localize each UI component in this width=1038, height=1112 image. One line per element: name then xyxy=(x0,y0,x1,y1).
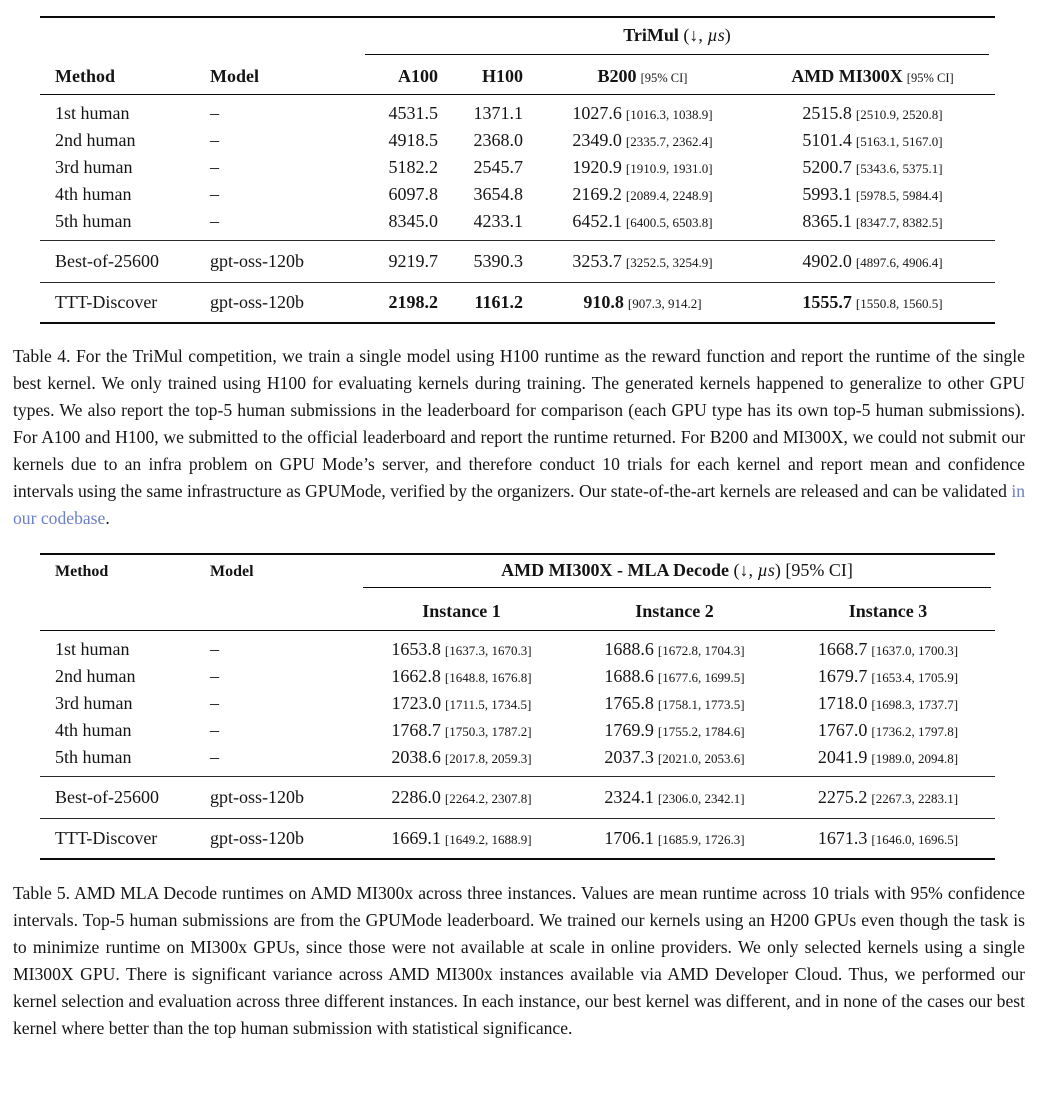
ci: [2021.0, 2053.6] xyxy=(657,751,745,766)
mi300x-header xyxy=(750,55,995,99)
instance1-header: Instance 1 xyxy=(422,601,501,621)
instance3-cell xyxy=(781,744,995,772)
a100-header: A100 xyxy=(398,66,438,86)
group-header-row xyxy=(40,555,995,588)
instance3-cell xyxy=(781,663,995,691)
b200-cell xyxy=(535,100,750,128)
value: 1769.9 xyxy=(604,720,654,740)
table-row xyxy=(40,663,995,690)
instance2-cell xyxy=(568,690,781,718)
a100-cell: 5182.2 xyxy=(388,157,438,177)
instance1-cell xyxy=(355,636,568,664)
value: 1688.6 xyxy=(604,639,654,659)
table-row xyxy=(40,717,995,744)
value: 1718.0 xyxy=(817,693,868,713)
a100-cell: 9219.7 xyxy=(388,251,438,271)
method-cell: 4th human xyxy=(55,184,132,204)
ci: [1736.2, 1797.8] xyxy=(871,724,959,739)
model-cell: gpt-oss-120b xyxy=(210,828,304,848)
ttt-discover-section xyxy=(40,819,995,858)
mi300x-cell xyxy=(750,289,995,317)
ci: [1755.2, 1784.6] xyxy=(657,724,745,739)
b200-label: B200 xyxy=(597,66,637,86)
model-header: Model xyxy=(210,66,259,86)
value: 1723.0 xyxy=(391,693,442,713)
h100-cell: 2368.0 xyxy=(473,130,523,150)
ci: [1016.3, 1038.9] xyxy=(625,107,713,122)
h100-cell: 1161.2 xyxy=(474,292,523,312)
value: 1768.7 xyxy=(391,720,441,740)
instance2-cell xyxy=(568,636,781,664)
table-row xyxy=(40,784,995,811)
table-bottom-rule xyxy=(40,858,995,860)
codebase-link[interactable]: in our codebase xyxy=(13,481,1025,528)
method-cell: 3rd human xyxy=(55,693,133,713)
b200-cell xyxy=(535,181,750,209)
ci: [3252.5, 3254.9] xyxy=(625,255,713,270)
ci: [1989.0, 2094.8] xyxy=(871,751,959,766)
instance2-cell xyxy=(568,744,781,772)
table-row xyxy=(40,100,995,127)
method-cell: 4th human xyxy=(55,720,132,740)
method-cell: 5th human xyxy=(55,747,132,767)
b200-header xyxy=(535,55,750,99)
value: 2041.9 xyxy=(817,747,868,767)
table4-caption xyxy=(13,343,1025,532)
ci: [4897.6, 4906.4] xyxy=(855,255,943,270)
ci: [2306.0, 2342.1] xyxy=(657,791,745,806)
ci: [1698.3, 1737.7] xyxy=(871,697,959,712)
model-header: Model xyxy=(210,563,254,580)
instance3-cell xyxy=(781,717,995,745)
best-of-section xyxy=(40,241,995,282)
mi300x-cell xyxy=(750,248,995,276)
ci: [1758.1, 1773.5] xyxy=(657,697,745,712)
model-cell: gpt-oss-120b xyxy=(210,787,304,807)
ci: [1910.9, 1931.0] xyxy=(625,161,713,176)
unit-post: ) xyxy=(724,25,731,45)
ci: [2264.2, 2307.8] xyxy=(444,791,532,806)
instance1-cell xyxy=(355,784,568,812)
mi300x-cell xyxy=(750,181,995,209)
column-header-row xyxy=(40,55,995,94)
table-bottom-rule xyxy=(40,322,995,324)
value: 1671.3 xyxy=(817,828,868,848)
ci: [5978.5, 5984.4] xyxy=(855,188,943,203)
h100-cell: 3654.8 xyxy=(473,184,523,204)
value: 6452.1 xyxy=(572,211,622,231)
value: 5993.1 xyxy=(802,184,852,204)
value: 1688.6 xyxy=(604,666,654,686)
instance3-cell xyxy=(781,825,995,853)
empty-cell xyxy=(210,588,355,634)
h100-header: H100 xyxy=(481,66,523,86)
model-cell: – xyxy=(210,157,219,177)
model-cell: – xyxy=(210,639,219,659)
value: 1679.7 xyxy=(817,666,868,686)
instance1-cell xyxy=(355,690,568,718)
instance2-cell xyxy=(568,717,781,745)
method-header: Method xyxy=(55,563,109,580)
value: 910.8 xyxy=(583,292,624,312)
ci: [1649.2, 1688.9] xyxy=(444,832,532,847)
ci: [2089.4, 2248.9] xyxy=(625,188,713,203)
value: 2349.0 xyxy=(572,130,622,150)
mi300x-cell xyxy=(750,154,995,182)
ci: [5163.1, 5167.0] xyxy=(855,134,943,149)
mi300x-cell xyxy=(750,127,995,155)
unit-mu: µs xyxy=(707,25,725,45)
value: 5101.4 xyxy=(802,130,852,150)
unit-post: ) xyxy=(774,560,786,580)
mla-group-header xyxy=(363,555,991,588)
ci: [1672.8, 1704.3] xyxy=(657,643,745,658)
table5-caption xyxy=(13,880,1025,1042)
b200-cell xyxy=(535,127,750,155)
value: 3253.7 xyxy=(572,251,622,271)
h100-cell: 4233.1 xyxy=(473,211,523,231)
unit-pre: (↓, xyxy=(733,560,758,580)
ci: [1711.5, 1734.5] xyxy=(445,697,532,712)
instance1-cell xyxy=(355,717,568,745)
value: 2169.2 xyxy=(572,184,622,204)
ci: [1637.0, 1700.3] xyxy=(871,643,959,658)
instance2-cell xyxy=(568,784,781,812)
instance2-cell xyxy=(568,825,781,853)
value: 8365.1 xyxy=(802,211,852,231)
method-header: Method xyxy=(55,66,115,86)
method-cell: 1st human xyxy=(55,639,130,659)
b200-ci-label: [95% CI] xyxy=(640,71,688,85)
instance2-cell xyxy=(568,663,781,691)
value: 2037.3 xyxy=(604,747,654,767)
value: 5200.7 xyxy=(802,157,852,177)
caption-text: Table 5. AMD MLA Decode runtimes on AMD MI300x across three instances. Values are mean runtime across 10 trials with 95% confidence intervals. Top-5 human submissions are from the GPUMode leaderboard. We trained our kernels using an H200 GPUs even though the task is to minimize runtime on MI300x GPUs, since those were not available at scale in online providers. We only selected kernels using a single MI300X GPU. There is significant variance across AMD MI300x instances available via AMD Developer Cloud. Thus, we performed our kernel selection and evaluation across three different instances. In each instance, our best kernel was different, and in none of the cases our best kernel where better than the top human submission with statistical significance. xyxy=(13,883,1025,1038)
a100-cell: 4918.5 xyxy=(388,130,438,150)
subheader-row xyxy=(40,588,995,630)
ttt-discover-section xyxy=(40,283,995,322)
value: 2515.8 xyxy=(802,103,852,123)
mla-decode-table xyxy=(40,553,995,860)
method-cell: 1st human xyxy=(55,103,130,123)
b200-cell xyxy=(535,208,750,236)
value: 2038.6 xyxy=(391,747,441,767)
a100-cell: 8345.0 xyxy=(388,211,438,231)
instance3-cell xyxy=(781,636,995,664)
instance3-cell xyxy=(781,690,995,718)
model-cell: – xyxy=(210,693,219,713)
value: 1555.7 xyxy=(802,292,852,312)
instance3-cell xyxy=(781,784,995,812)
method-cell: TTT-Discover xyxy=(55,292,158,312)
value: 2286.0 xyxy=(391,787,441,807)
ci: [1750.3, 1787.2] xyxy=(444,724,532,739)
method-cell: 3rd human xyxy=(55,157,133,177)
table-row xyxy=(40,636,995,663)
caption-suffix: . xyxy=(105,508,110,528)
a100-cell: 4531.5 xyxy=(388,103,438,123)
best-of-section xyxy=(40,777,995,818)
instance1-cell xyxy=(355,663,568,691)
ci: [2510.9, 2520.8] xyxy=(855,107,943,122)
method-cell: 5th human xyxy=(55,211,132,231)
table-row xyxy=(40,208,995,235)
mi300x-ci-label: [95% CI] xyxy=(906,71,954,85)
group-header-row xyxy=(40,18,995,55)
ci: [8347.7, 8382.5] xyxy=(855,215,943,230)
model-cell: – xyxy=(210,184,219,204)
method-cell: Best-of-25600 xyxy=(55,787,159,807)
method-cell: 2nd human xyxy=(55,666,136,686)
model-cell: gpt-oss-120b xyxy=(210,292,304,312)
ci: [1677.6, 1699.5] xyxy=(657,670,745,685)
table-row xyxy=(40,154,995,181)
instance1-cell xyxy=(355,825,568,853)
value: 1668.7 xyxy=(817,639,868,659)
b200-cell xyxy=(535,289,750,317)
ci: [2017.8, 2059.3] xyxy=(444,751,532,766)
value: 1662.8 xyxy=(391,666,441,686)
value: 1027.6 xyxy=(572,103,622,123)
method-cell: 2nd human xyxy=(55,130,136,150)
group-title: AMD MI300X - MLA Decode xyxy=(501,560,730,580)
ci: [1637.3, 1670.3] xyxy=(444,643,532,658)
ci: [1646.0, 1696.5] xyxy=(871,832,959,847)
caption-text: Table 4. For the TriMul competition, we train a single model using H100 runtime as the reward function and report the runtime of the single best kernel. We only trained using H100 for evaluating kernels during training. The generated kernels happened to generalize to other GPU types. We also report the top-5 human submissions in the leaderboard for comparison (each GPU type has its own top-5 human submissions). For A100 and H100, we submitted to the official leaderboard and report the runtime returned. For B200 and MI300X, we could not submit our kernels due to an infra problem on GPU Mode’s server, and therefore conduct 10 trials for each kernel and report mean and confidence intervals using the same infrastructure as GPUMode, verified by the organizers. Our state-of-the-art kernels are released and can be validated xyxy=(13,346,1025,501)
value: 1767.0 xyxy=(817,720,868,740)
ci: [2335.7, 2362.4] xyxy=(625,134,713,149)
trimul-table xyxy=(40,16,995,324)
table-row xyxy=(40,690,995,717)
table-row xyxy=(40,825,995,852)
table-row xyxy=(40,744,995,771)
table-row xyxy=(40,248,995,275)
empty-cell xyxy=(40,588,210,634)
ci: [2267.3, 2283.1] xyxy=(871,791,959,806)
instance3-header: Instance 3 xyxy=(848,601,928,621)
value: 4902.0 xyxy=(802,251,852,271)
ci: [1653.4, 1705.9] xyxy=(871,670,959,685)
ci: [1648.8, 1676.8] xyxy=(444,670,532,685)
instance1-cell xyxy=(355,744,568,772)
method-cell: TTT-Discover xyxy=(55,828,158,848)
value: 1920.9 xyxy=(572,157,622,177)
ci: [1685.9, 1726.3] xyxy=(657,832,745,847)
model-cell: – xyxy=(210,666,219,686)
value: 1706.1 xyxy=(604,828,654,848)
b200-cell xyxy=(535,248,750,276)
method-cell: Best-of-25600 xyxy=(55,251,159,271)
unit-pre: (↓, xyxy=(683,25,708,45)
table-row xyxy=(40,181,995,208)
human-rows-section xyxy=(40,95,995,240)
a100-cell: 2198.2 xyxy=(388,292,438,312)
ci: [907.3, 914.2] xyxy=(627,296,702,311)
group-title: TriMul xyxy=(623,25,679,45)
unit-mu: µs xyxy=(757,560,775,580)
ci: [6400.5, 6503.8] xyxy=(625,215,713,230)
value: 1669.1 xyxy=(391,828,441,848)
human-rows-section xyxy=(40,631,995,776)
value: 2275.2 xyxy=(817,787,868,807)
mi300x-cell xyxy=(750,208,995,236)
model-cell: gpt-oss-120b xyxy=(210,251,304,271)
h100-cell: 5390.3 xyxy=(473,251,523,271)
trimul-group-header xyxy=(365,18,989,55)
ci: [1550.8, 1560.5] xyxy=(855,296,943,311)
table-row xyxy=(40,289,995,316)
value: 2324.1 xyxy=(604,787,654,807)
h100-cell: 1371.1 xyxy=(473,103,523,123)
mi300x-cell xyxy=(750,100,995,128)
group-ci-label: [95% CI] xyxy=(785,560,853,580)
h100-cell: 2545.7 xyxy=(473,157,523,177)
instance2-header: Instance 2 xyxy=(635,601,714,621)
empty-cell xyxy=(40,18,355,55)
value: 1765.8 xyxy=(604,693,654,713)
a100-cell: 6097.8 xyxy=(388,184,438,204)
model-cell: – xyxy=(210,130,219,150)
ci: [5343.6, 5375.1] xyxy=(855,161,943,176)
value: 1653.8 xyxy=(391,639,441,659)
mi300x-label: AMD MI300X xyxy=(791,66,903,86)
table-row xyxy=(40,127,995,154)
model-cell: – xyxy=(210,747,219,767)
model-cell: – xyxy=(210,211,219,231)
b200-cell xyxy=(535,154,750,182)
model-cell: – xyxy=(210,720,219,740)
model-cell: – xyxy=(210,103,219,123)
